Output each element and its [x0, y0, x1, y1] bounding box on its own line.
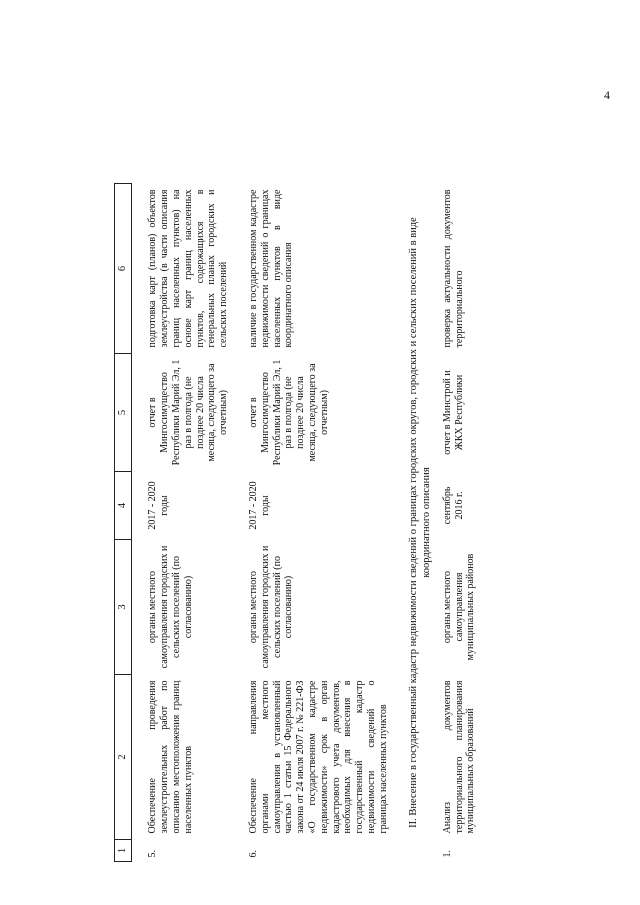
header-cell: 4: [115, 472, 132, 540]
header-cell: 6: [115, 184, 132, 354]
event-cell: Анализ документов территориального планирования муниципальных образований: [441, 680, 477, 834]
rotated-table-region: [114, 92, 602, 862]
header-cell: 5: [115, 354, 132, 472]
result-cell: наличие в государственном кадастре недвижимости сведений о границах населенных пунктов в виде координатного описания: [247, 189, 295, 348]
deadline-cell: 2017 - 2020 годы: [147, 481, 171, 530]
deadline-cell: сентябрь 2016 г.: [441, 486, 465, 525]
result-cell: проверка актуальности документов территориального: [441, 189, 465, 348]
section-title: II. Внесение в государственный кадастр недвижимости сведений о границах городских округов, городских и сельских поселений в виде координатного описания: [407, 217, 432, 828]
row-number: 6.: [247, 850, 259, 858]
header-cell: 1: [115, 840, 132, 862]
table-row: [439, 184, 480, 862]
reporting-cell: отчет в Мингосимущество Республики Марий Эл, 1 раз в полгода (не позднее 20 числа месяца, следующего за отчетным): [247, 359, 330, 466]
row-number: 1.: [441, 850, 453, 858]
reporting-cell: отчет в Мингосимущество Республики Марий Эл, 1 раз в полгода (не позднее 20 числа месяца, следующего за отчетным): [147, 359, 230, 466]
event-cell: Обеспечение направления органами местного самоуправления в установленный частью 1 статьи 15 Федерального закона от 24 июля 2007 г. № 221-ФЗ «О государственном кадастре недвижимости» срок в орган кадастрового учета документов, необходимых для внесения в государственный кадастр недвижимости сведений о границах населенных пунктов: [247, 680, 389, 834]
deadline-cell: 2017 - 2020 годы: [247, 481, 271, 530]
executors-cell: органы местного самоуправления городских и сельских поселений (по согласованию): [247, 545, 295, 669]
table-row: [245, 184, 393, 862]
row-number: 5.: [147, 850, 159, 858]
executors-cell: органы местного самоуправления муниципальных районов: [441, 553, 477, 661]
executors-cell: органы местного самоуправления городских и сельских поселений (по согласованию): [147, 545, 194, 669]
header-cell: 3: [115, 540, 132, 675]
page-number: 4: [604, 88, 610, 102]
table-row: [144, 184, 233, 862]
event-cell: Обеспечение проведения землеустроительных работ по описанию местоположения границ населенных пунктов: [147, 680, 194, 834]
result-cell: подготовка карт (планов) объектов землеустройства (в части описания границ населенных пунктов) на основе карт границ населенных пунктов, содержащихся в генеральных планах городских и сельских поселений: [147, 189, 230, 348]
plan-table: [114, 183, 480, 862]
table-header-row: [115, 184, 132, 862]
reporting-cell: отчет в Минстрой и ЖКХ Республики: [441, 370, 465, 455]
header-cell: 2: [115, 675, 132, 840]
